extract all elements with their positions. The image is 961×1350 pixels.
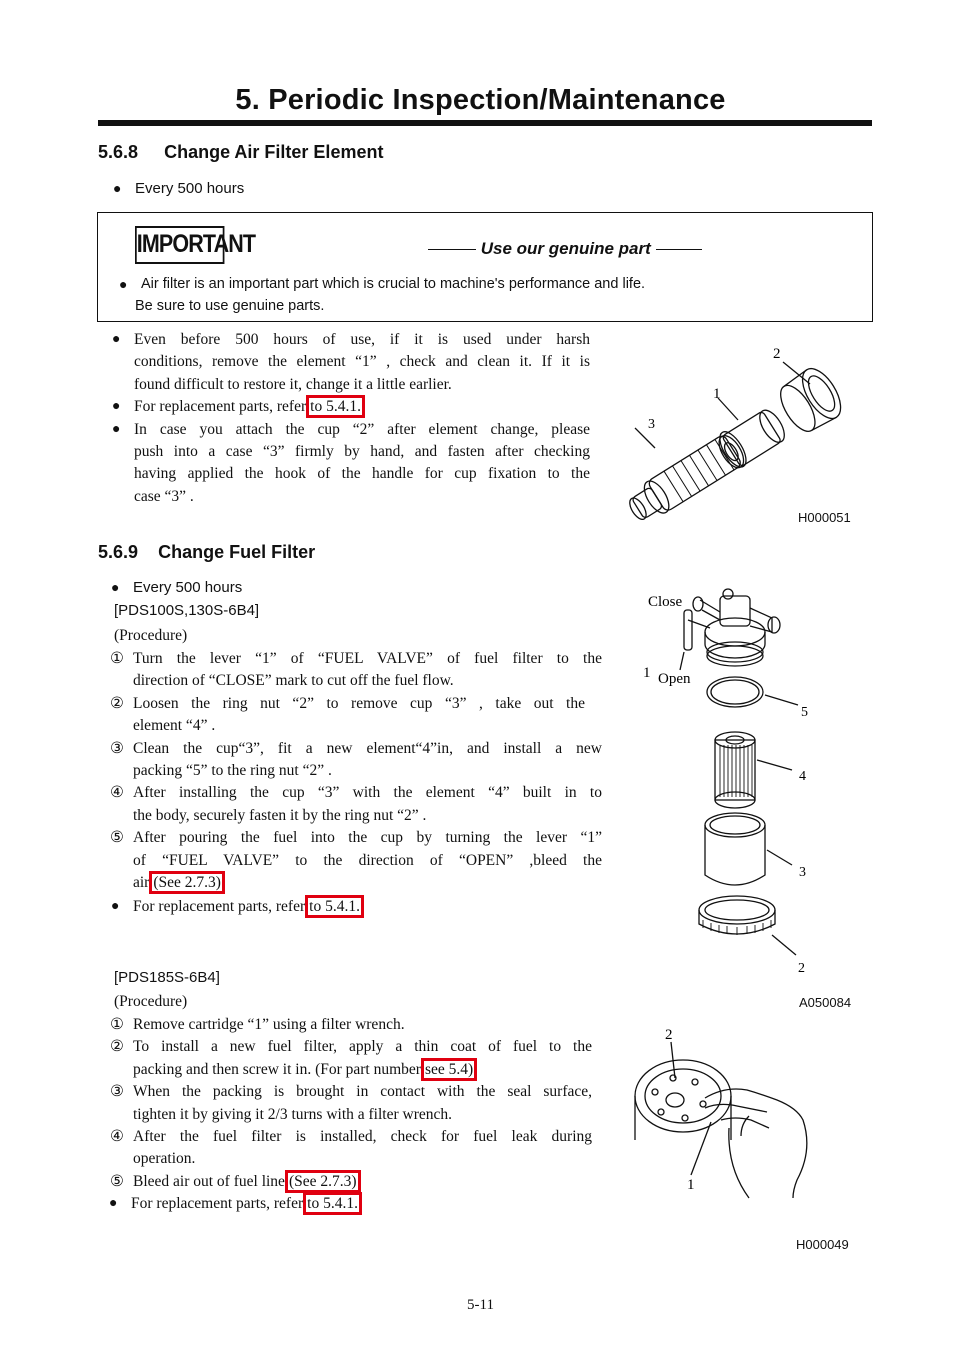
section-heading-air-filter bbox=[98, 142, 383, 163]
important-badge: IMPORTANT bbox=[135, 226, 224, 264]
step-3: ③ Clean the cup“3”, fit a new element“4”in, and install a new packing “5” to the ring nut “2” . bbox=[110, 739, 602, 780]
fuel-fig-open-label: Open bbox=[658, 671, 691, 687]
page-title: 5. Periodic Inspection/Maintenance bbox=[235, 84, 726, 116]
section-number: 5.6.9 bbox=[98, 542, 139, 562]
important-caption: Use our genuine part bbox=[428, 239, 702, 259]
step-2: ② Loosen the ring nut “2” to remove cup “3” , take out the element “4” . bbox=[110, 694, 585, 735]
ref-link-2-7-3[interactable]: (See 2.7.3) bbox=[285, 1170, 361, 1193]
ref-link-5-4-1[interactable]: to 5.4.1. bbox=[306, 395, 365, 418]
step-1: ① Turn the lever “1” of “FUEL VALVE” of fuel filter to the direction of “CLOSE” mark to cut off the fuel flow. bbox=[110, 650, 602, 690]
model-a-replacement: ● For replacement parts, refer to 5.4.1. bbox=[133, 896, 602, 918]
b-step-3: ③ When the packing is brought in contact with the seal surface, tighten it by giving it 2/3 turns with a filter wrench. bbox=[110, 1083, 592, 1123]
title-rule bbox=[98, 120, 872, 126]
fuel-fig-label-5: 5 bbox=[801, 705, 808, 720]
air-filter-bullet-2: ● For replacement parts, refer to 5.4.1. bbox=[134, 396, 590, 418]
model-a-procedure: (Procedure) bbox=[114, 627, 188, 644]
fuel-b-fig-label-2: 2 bbox=[665, 1027, 673, 1043]
fuel-fig-close-label: Close bbox=[648, 594, 683, 610]
section-title: Change Air Filter Element bbox=[164, 142, 384, 162]
important-line-1: ● Air filter is an important part which is crucial to machine's performance and life. bbox=[141, 276, 645, 292]
air-figure-code: H000051 bbox=[798, 510, 851, 525]
fuel-filter-interval: ● Every 500 hours bbox=[133, 579, 242, 596]
fuel-filter-b-diagram bbox=[625, 1020, 835, 1220]
fuel-fig-label-2: 2 bbox=[798, 961, 805, 976]
fuel-a-figure-code: A050084 bbox=[799, 995, 852, 1010]
step-4: ④ After installing the cup “3” with the element “4” built in to the body, securely fasten it by the ring nut “2” . bbox=[110, 784, 602, 824]
air-filter-bullet-3: ● In case you attach the cup “2” after element change, please push into a case “3” firmly by hand, and fasten after checking having applied the hook of the handle for cup fixation to the case “3” . bbox=[134, 419, 590, 509]
fuel-fig-label-1: 1 bbox=[643, 665, 651, 681]
page-number: 5-11 bbox=[467, 1297, 494, 1313]
b-step-1: ① Remove cartridge “1” using a filter wrench. bbox=[110, 1016, 405, 1033]
model-b-replacement: ● For replacement parts, refer to 5.4.1. bbox=[131, 1193, 592, 1215]
air-filter-interval: ● Every 500 hours bbox=[135, 180, 244, 197]
air-fig-label-3: 3 bbox=[648, 417, 655, 432]
air-filter-diagram bbox=[610, 340, 860, 520]
ref-link-2-7-3[interactable]: (See 2.7.3) bbox=[149, 871, 225, 894]
section-title: Change Fuel Filter bbox=[158, 542, 316, 562]
model-b-steps bbox=[110, 1014, 592, 1216]
ref-link-see-5-4[interactable]: see 5.4) bbox=[421, 1058, 477, 1081]
ref-link-5-4-1[interactable]: to 5.4.1. bbox=[305, 895, 364, 918]
b-step-2: ② To install a new fuel filter, apply a thin coat of fuel to the packing and then screw it in. (For part number see 5.4) bbox=[110, 1036, 592, 1081]
b-step-4: ④ After the fuel filter is installed, check for fuel leak during operation. bbox=[110, 1128, 592, 1168]
model-b-label: [PDS185S-6B4] bbox=[114, 969, 220, 986]
air-filter-bullet-1: ● Even before 500 hours of use, if it is used under harsh conditions, remove the element “1” , check and clean it. If it is found difficult to restore it, change it a little earlier. ● For replacement parts, refer to 5.4.1. ● In case you attach the cup “2” after element change, please push into a case “3” firmly by hand, and fasten after checking having applied the hook of the handle for cup fixation to the case “3” . bbox=[134, 329, 590, 508]
fuel-b-fig-label-1: 1 bbox=[687, 1177, 695, 1193]
fuel-filter-a-diagram bbox=[640, 580, 820, 980]
air-fig-label-1: 1 bbox=[713, 386, 721, 402]
b-step-5: ⑤ Bleed air out of fuel line (See 2.7.3) bbox=[110, 1171, 592, 1193]
section-number: 5.6.8 bbox=[98, 142, 139, 162]
model-b-procedure: (Procedure) bbox=[114, 993, 188, 1010]
fuel-fig-label-4: 4 bbox=[799, 769, 806, 784]
model-a-steps bbox=[110, 648, 602, 919]
important-line-2: Be sure to use genuine parts. bbox=[135, 298, 325, 314]
air-fig-label-2: 2 bbox=[773, 346, 781, 362]
fuel-fig-label-3: 3 bbox=[799, 865, 806, 880]
ref-link-5-4-1[interactable]: to 5.4.1. bbox=[303, 1192, 362, 1215]
model-a-label: [PDS100S,130S-6B4] bbox=[114, 602, 260, 619]
section-heading-fuel-filter bbox=[98, 542, 315, 563]
fuel-b-figure-code: H000049 bbox=[796, 1237, 849, 1252]
step-5: ⑤ After pouring the fuel into the cup by turning the lever “1” of “FUEL VALVE” to the direction of “OPEN” ,bleed the air (See 2.7.3) bbox=[110, 827, 602, 894]
